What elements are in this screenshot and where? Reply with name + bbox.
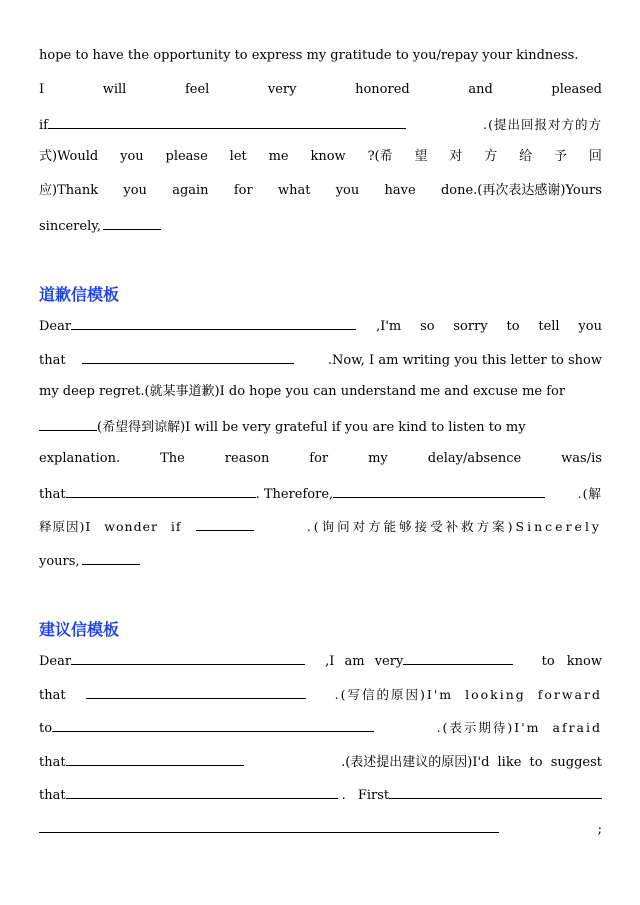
text: .(表述提出建议的原因)I'd like to suggest	[341, 755, 602, 770]
text: 释原因)I wonder if	[39, 519, 182, 534]
text: if	[39, 118, 48, 133]
word: feel	[184, 82, 210, 97]
signature-blank[interactable]	[82, 552, 140, 565]
word: delay/absence	[427, 451, 522, 466]
text: to	[39, 721, 53, 736]
word: you	[578, 319, 602, 334]
word: for	[233, 183, 253, 198]
text: yours,	[39, 554, 80, 569]
text: that	[39, 487, 66, 502]
word: tell	[538, 319, 560, 334]
word: 式)Would	[39, 149, 99, 164]
word: The	[160, 451, 185, 466]
apology-line-5	[39, 451, 602, 467]
apology-line-7	[39, 518, 602, 535]
section-heading-suggestion: 建议信模板	[39, 620, 120, 639]
word: me	[268, 149, 289, 164]
fill-blank[interactable]	[82, 351, 294, 364]
text: . First	[341, 788, 390, 803]
word: and	[468, 82, 493, 97]
word: was/is	[561, 451, 602, 466]
text: Dear	[39, 654, 72, 669]
apology-line-3	[39, 384, 602, 400]
word: reason	[224, 451, 270, 466]
word: I	[39, 82, 45, 97]
text: that	[39, 353, 66, 368]
text: that	[39, 688, 66, 703]
fill-blank[interactable]	[66, 753, 244, 766]
text: . Therefore,	[255, 487, 334, 502]
word: very	[267, 82, 297, 97]
text: .Now, I am writing you this letter to show	[327, 353, 602, 368]
suggestion-line-1	[39, 652, 602, 670]
fill-blank[interactable]	[52, 719, 374, 732]
word: what	[277, 183, 311, 198]
word: 予	[553, 149, 567, 164]
text: (希望得到谅解)I will be very grateful if you are kind to listen to my	[97, 420, 526, 435]
section-heading-apology: 道歉信模板	[39, 285, 120, 304]
fill-blank[interactable]	[333, 485, 545, 498]
fill-blank[interactable]	[39, 418, 97, 431]
word: you	[335, 183, 360, 198]
thanks-line-3	[39, 116, 602, 134]
word: have	[384, 183, 416, 198]
word: sorry	[453, 319, 488, 334]
fill-blank[interactable]	[86, 686, 306, 699]
text: to know	[541, 654, 602, 669]
word: pleased	[551, 82, 602, 97]
apology-line-8	[39, 552, 602, 570]
recipient-blank[interactable]	[71, 317, 356, 330]
word: 方	[484, 149, 498, 164]
text: ;	[597, 822, 602, 837]
text: .(写信的原因)I'm looking forward	[334, 687, 602, 702]
word: 回	[588, 149, 602, 164]
word: so	[420, 319, 435, 334]
word: ?(希	[367, 149, 393, 164]
fill-blank[interactable]	[66, 786, 338, 799]
word: ,I'm	[376, 319, 402, 334]
fill-blank[interactable]	[66, 485, 256, 498]
word: explanation.	[39, 451, 121, 466]
fill-blank[interactable]	[196, 518, 254, 531]
word: honored	[355, 82, 410, 97]
suggestion-line-2	[39, 686, 602, 704]
suggestion-line-5	[39, 786, 602, 804]
word: 对	[449, 149, 463, 164]
text-group	[376, 319, 602, 335]
fill-blank[interactable]	[403, 652, 513, 665]
text: .(询问对方能够接受补救方案)Sincerely	[306, 519, 602, 534]
word: 给	[519, 149, 533, 164]
fill-blank[interactable]	[39, 820, 499, 833]
word: for	[309, 451, 329, 466]
apology-line-6	[39, 485, 602, 503]
suggestion-line-4	[39, 753, 602, 771]
text: .(表示期待)I'm afraid	[436, 720, 602, 735]
text: Dear	[39, 319, 72, 334]
word: 应)Thank	[39, 183, 99, 198]
text: .(提出回报对方的方	[483, 117, 602, 132]
thanks-line-1	[39, 48, 602, 64]
word: done.(再次表达感谢)Yours	[440, 183, 602, 198]
thanks-line-4	[39, 149, 602, 165]
fill-blank[interactable]	[48, 116, 406, 129]
text: hope to have the opportunity to express my gratitude to you/repay your kindness.	[39, 48, 579, 63]
word: 望	[414, 149, 428, 164]
thanks-line-6	[39, 217, 602, 235]
text: that	[39, 755, 66, 770]
suggestion-line-3	[39, 719, 602, 737]
word: let	[229, 149, 247, 164]
text: that	[39, 788, 66, 803]
apology-line-2	[39, 351, 602, 369]
word: you	[120, 149, 144, 164]
word: again	[172, 183, 209, 198]
thanks-line-2	[39, 82, 602, 98]
signature-blank[interactable]	[103, 217, 161, 230]
fill-blank[interactable]	[389, 786, 602, 799]
apology-line-1	[39, 317, 602, 335]
word: my	[368, 451, 388, 466]
suggestion-line-6	[39, 820, 602, 838]
word: will	[102, 82, 127, 97]
text: sincerely,	[39, 219, 101, 234]
word: you	[123, 183, 147, 198]
apology-line-4	[39, 418, 602, 436]
text: my deep regret.(就某事道歉)I do hope you can understand me and excuse me for	[39, 384, 566, 399]
word: know	[310, 149, 346, 164]
recipient-blank[interactable]	[71, 652, 305, 665]
word: please	[165, 149, 208, 164]
thanks-line-5	[39, 183, 602, 199]
word: to	[506, 319, 520, 334]
text: ,I am very	[325, 654, 404, 669]
text: .(解	[577, 486, 602, 501]
